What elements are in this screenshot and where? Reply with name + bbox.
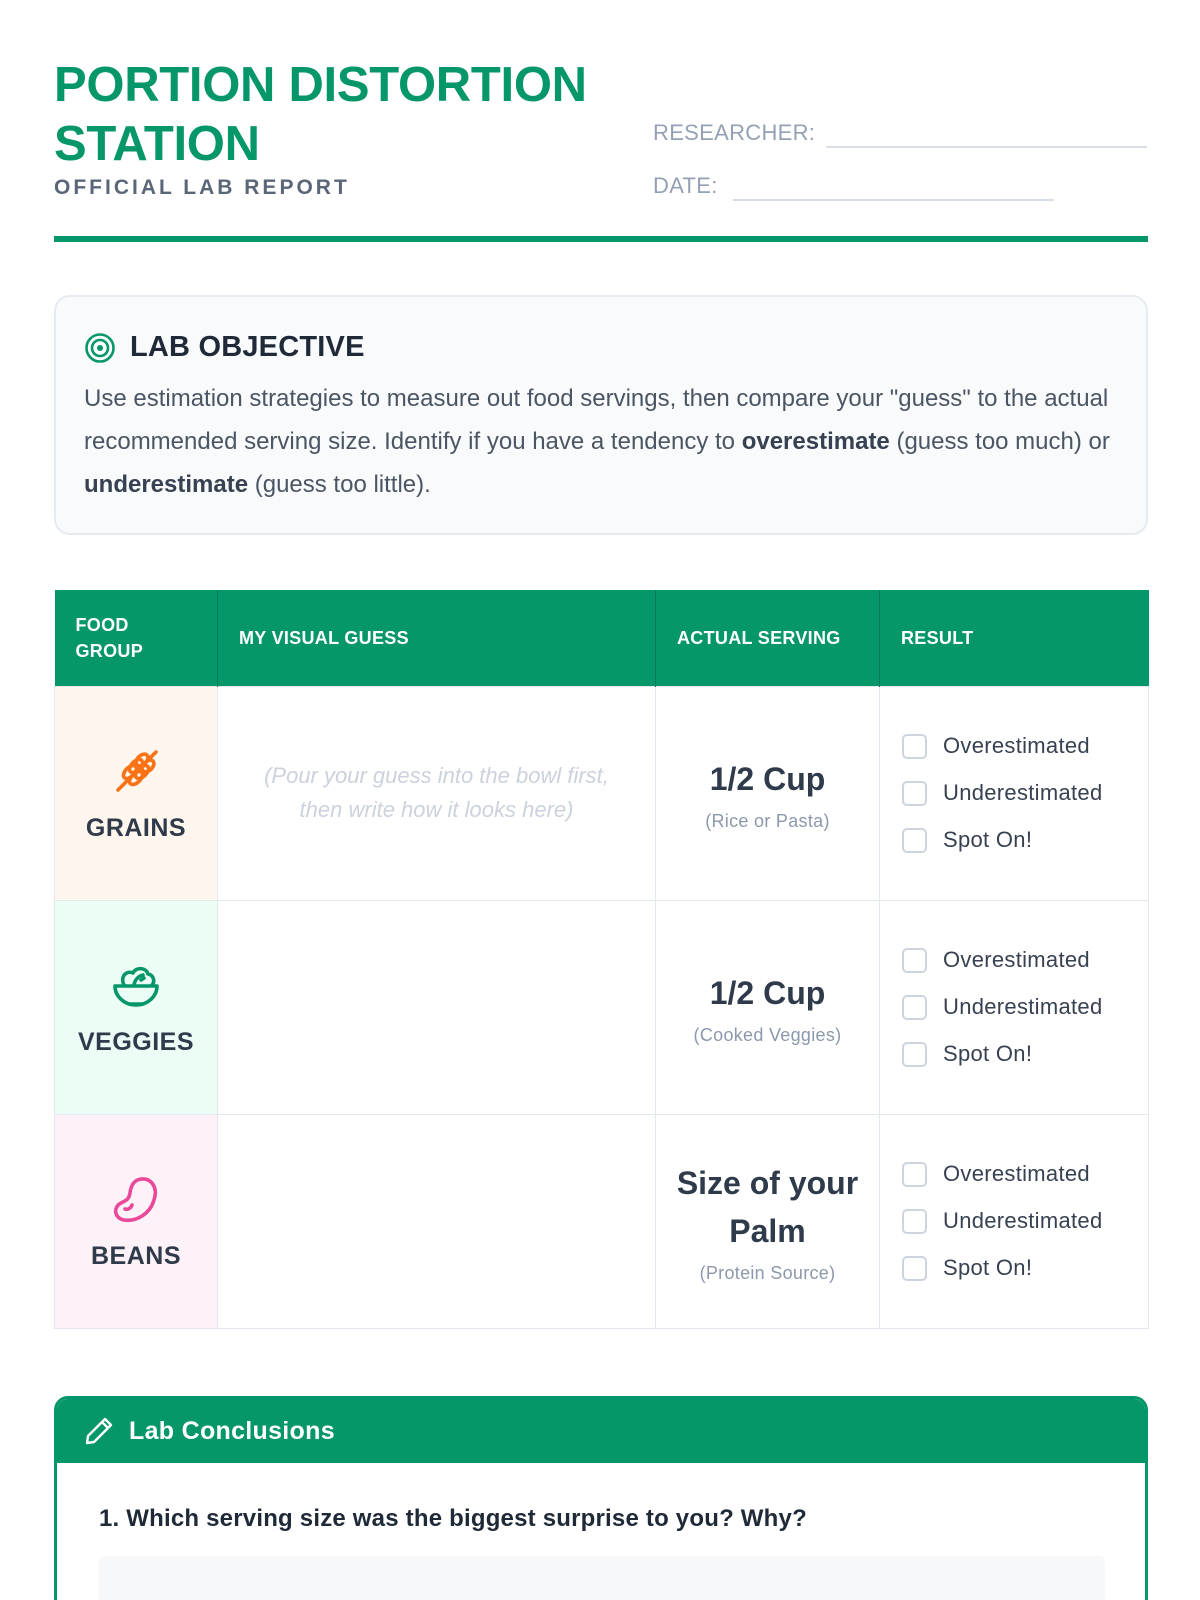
actual-cell-veggies (656, 900, 880, 1114)
option-spot-on[interactable]: Spot On! (902, 817, 1148, 864)
checkbox[interactable] (902, 1256, 927, 1281)
guess-hint: (Pour your guess into the bowl first, then write how it looks here) (264, 763, 609, 822)
question-1: 1. Which serving size was the biggest surprise to you? Why? (99, 1505, 807, 1532)
actual-serving-note: (Cooked Veggies) (693, 1024, 842, 1045)
date-field (653, 173, 718, 199)
title-line-1: PORTION DISTORTION (54, 58, 587, 112)
result-cell-beans (880, 1114, 1149, 1328)
date-input-line[interactable] (733, 199, 1054, 201)
conclusions-header (57, 1399, 1145, 1463)
option-overestimated[interactable]: Overestimated (902, 723, 1148, 770)
report-header (54, 56, 1148, 242)
food-cell-grains (55, 686, 218, 900)
underestimate-term: underestimate (84, 471, 249, 498)
page-title (54, 56, 654, 174)
lab-objective-card (54, 295, 1148, 535)
checkbox[interactable] (902, 1162, 927, 1187)
page-subtitle: OFFICIAL LAB REPORT (54, 176, 350, 199)
guess-cell-beans[interactable] (218, 1114, 656, 1328)
objective-header (84, 331, 365, 364)
checkbox[interactable] (902, 948, 927, 973)
option-overestimated[interactable]: Overestimated (902, 1151, 1148, 1198)
food-name: VEGGIES (77, 1027, 195, 1056)
header-result: RESULT (880, 590, 1149, 686)
checkbox[interactable] (902, 1042, 927, 1067)
researcher-label: RESEARCHER: (653, 120, 816, 145)
guess-cell-veggies[interactable] (218, 900, 656, 1114)
title-line-2: STATION (54, 117, 260, 171)
option-spot-on[interactable]: Spot On! (902, 1031, 1148, 1078)
checkbox[interactable] (902, 828, 927, 853)
table-row-grains (55, 686, 1149, 900)
pencil-icon (83, 1415, 115, 1447)
answer-box-1[interactable] (99, 1556, 1105, 1600)
food-name: BEANS (90, 1241, 181, 1270)
guess-cell-grains[interactable] (218, 686, 656, 900)
checkbox[interactable] (902, 734, 927, 759)
checkbox[interactable] (902, 995, 927, 1020)
actual-serving-note: (Protein Source) (699, 1262, 836, 1283)
food-cell-veggies (55, 900, 218, 1114)
header-visual-guess: MY VISUAL GUESS (218, 590, 656, 686)
overestimate-term: overestimate (741, 428, 890, 455)
wheat-icon (108, 744, 164, 800)
food-cell-beans (55, 1114, 218, 1328)
target-icon (84, 332, 116, 364)
result-cell-veggies (880, 900, 1149, 1114)
actual-serving: Size of your Palm (676, 1164, 859, 1249)
option-underestimated[interactable]: Underestimated (902, 770, 1148, 817)
actual-cell-grains (656, 686, 880, 900)
researcher-field (653, 120, 815, 146)
option-underestimated[interactable]: Underestimated (902, 984, 1148, 1031)
table-row-veggies (55, 900, 1149, 1114)
header-actual-serving: ACTUAL SERVING (656, 590, 880, 686)
option-spot-on[interactable]: Spot On! (902, 1245, 1148, 1292)
date-label: DATE: (653, 173, 718, 198)
option-underestimated[interactable]: Underestimated (902, 1198, 1148, 1245)
actual-serving: 1/2 Cup (709, 974, 826, 1011)
checkbox[interactable] (902, 781, 927, 806)
checkbox[interactable] (902, 1209, 927, 1234)
objective-text: Use estimation strategies to measure out food servings, then compare your "guess" to the actual recommended serving size. Identify if you have a tendency to overestimate (guess too much) or underestimate (guess too little). (84, 385, 1110, 498)
salad-bowl-icon (108, 958, 164, 1014)
actual-serving-note: (Rice or Pasta) (705, 810, 830, 831)
bean-icon (108, 1172, 164, 1228)
food-name: GRAINS (85, 813, 187, 842)
table-header-row (55, 590, 1149, 686)
objective-title: LAB OBJECTIVE (130, 331, 365, 363)
actual-serving: 1/2 Cup (709, 760, 826, 797)
header-food-group: FOOD GROUP (55, 590, 218, 686)
option-overestimated[interactable]: Overestimated (902, 937, 1148, 984)
researcher-input-line[interactable] (826, 146, 1147, 148)
table-row-beans (55, 1114, 1149, 1328)
result-cell-grains (880, 686, 1149, 900)
serving-table (54, 590, 1149, 1329)
actual-cell-beans (656, 1114, 880, 1328)
lab-conclusions-card (54, 1396, 1148, 1600)
conclusions-title: Lab Conclusions (129, 1416, 335, 1445)
